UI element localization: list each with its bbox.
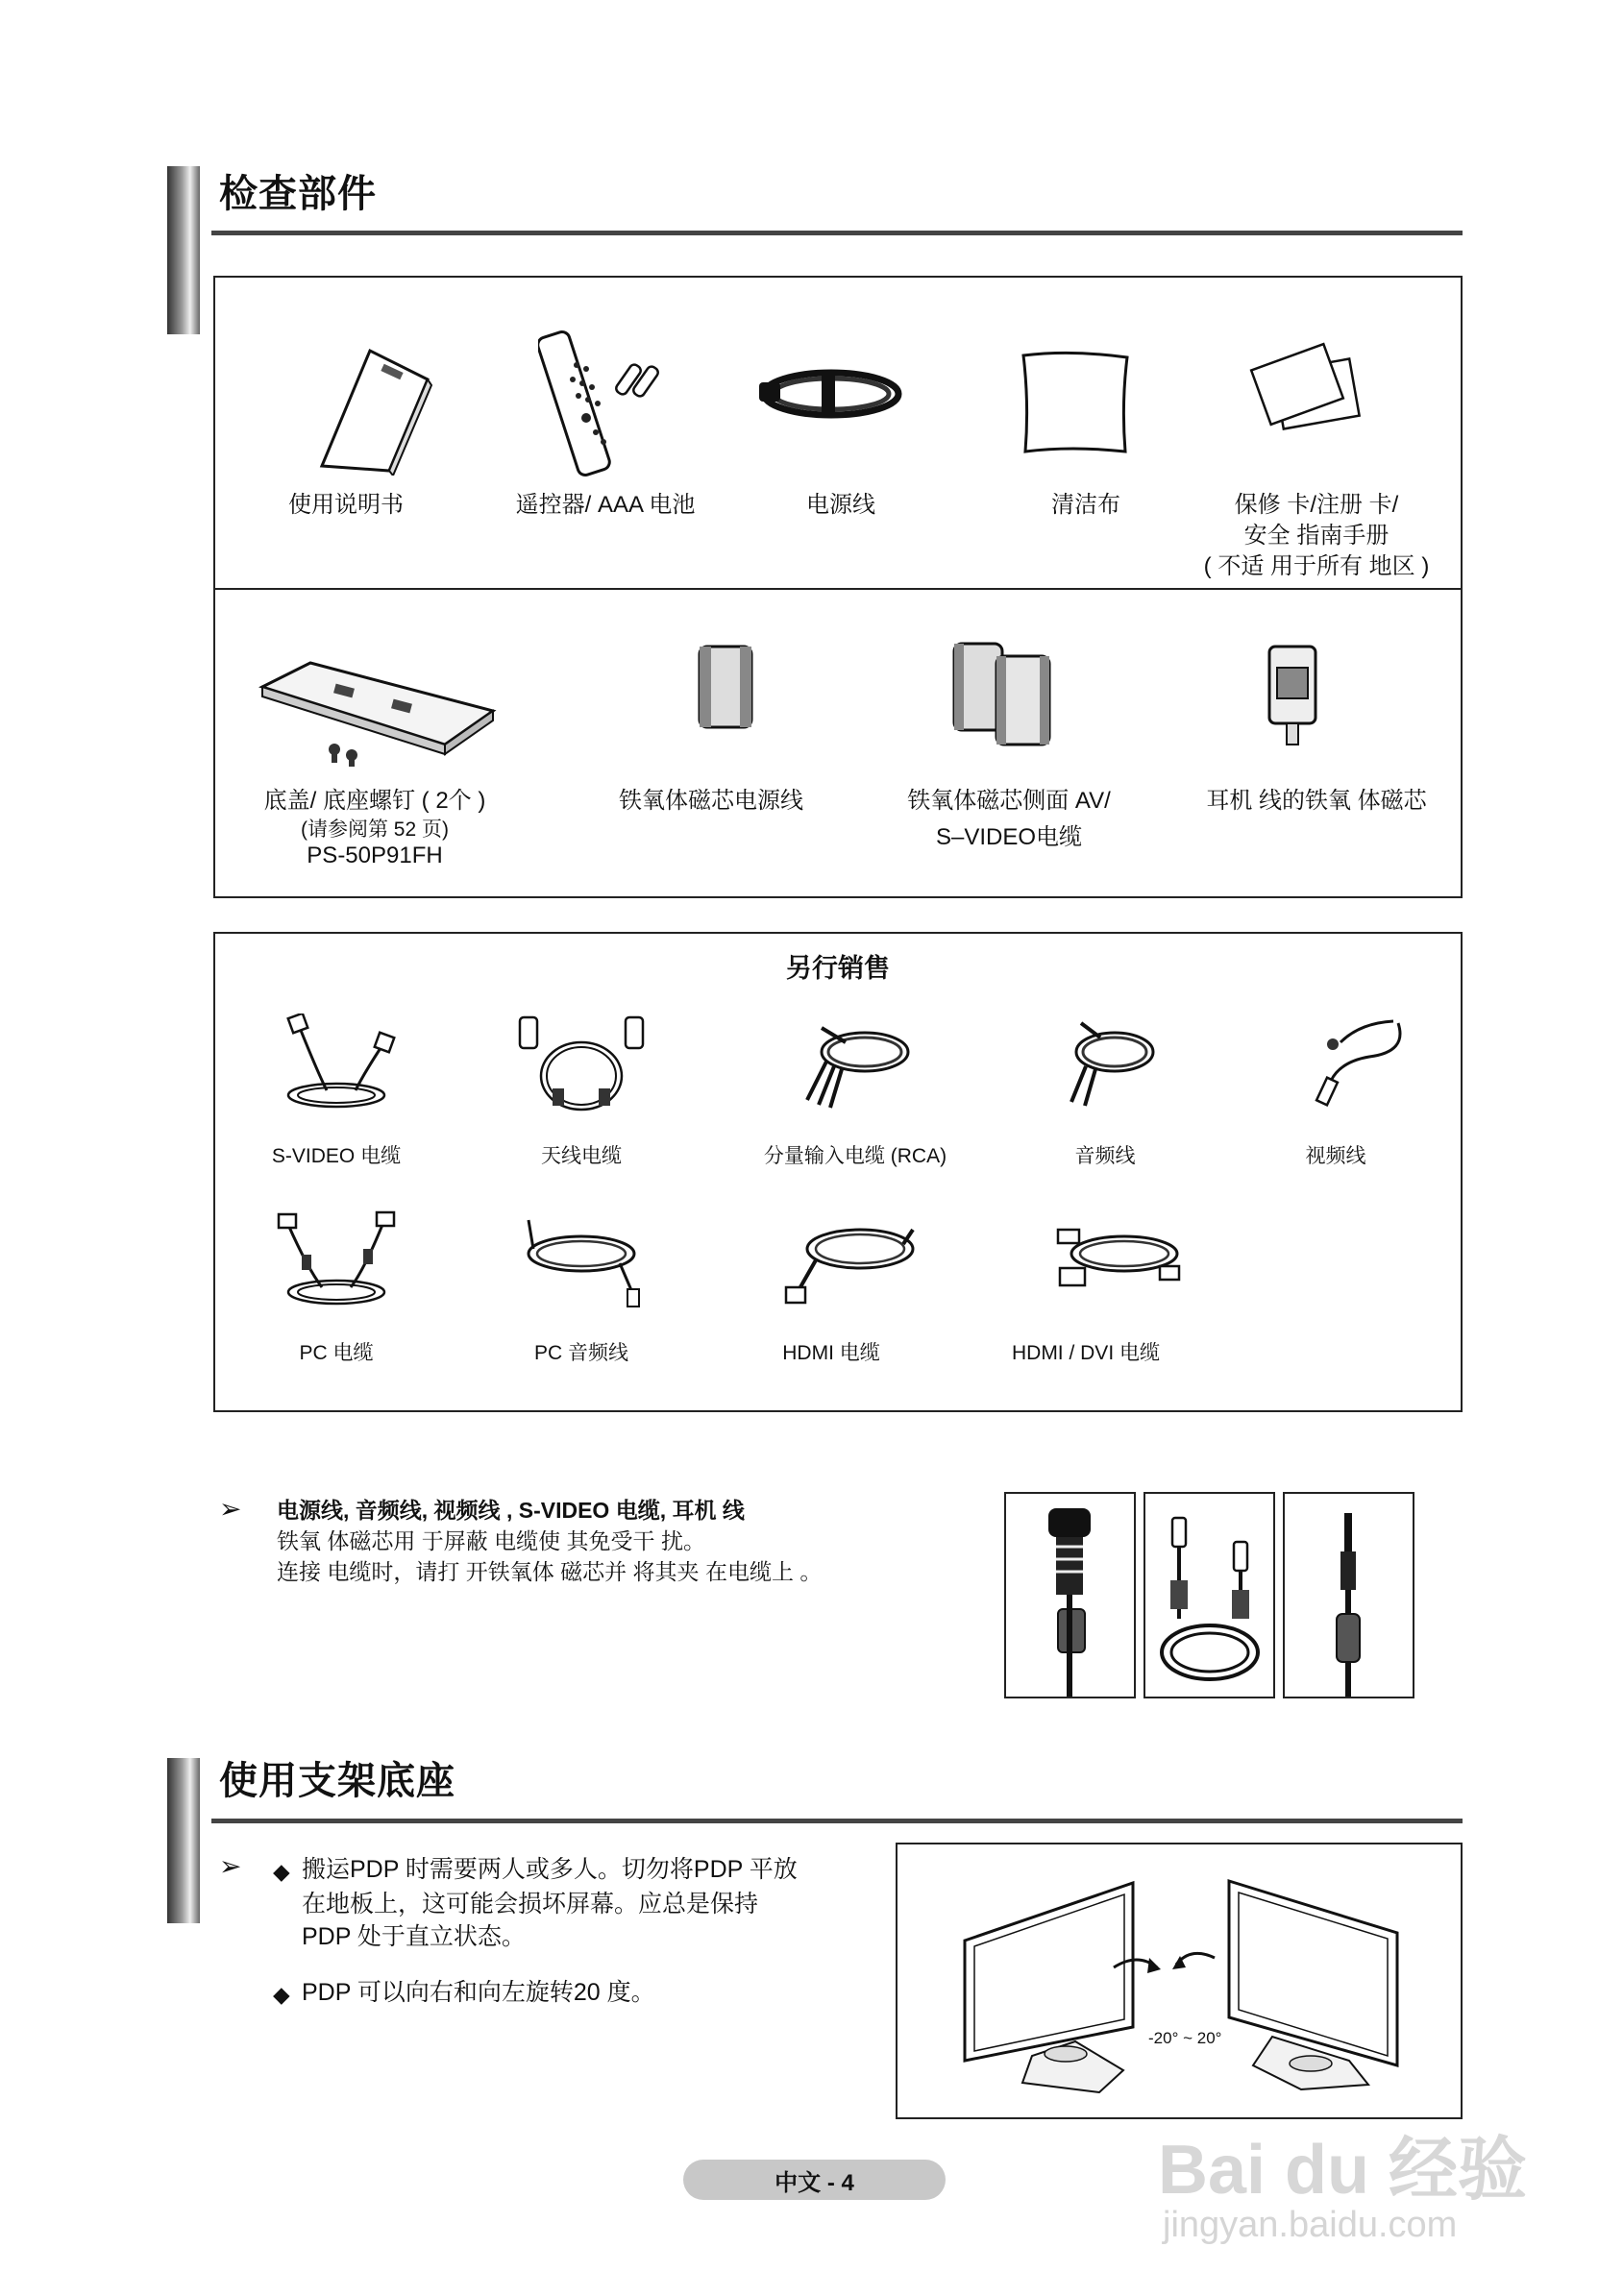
hdmi-dvi-cable-icon — [1052, 1210, 1187, 1311]
section-rule — [211, 231, 1463, 235]
accessory-label: 音频线 — [1074, 1145, 1136, 1167]
accessory-label: PC 电缆 — [299, 1342, 374, 1364]
ferrite-note-line3: 连接 电缆时，请打 开铁氧体 磁芯并 将其夹 在电缆上 。 — [277, 1559, 823, 1584]
page-number-badge: 中文 - 4 — [683, 2160, 946, 2200]
component-label: 耳机 线的铁氧 体磁芯 — [1206, 788, 1427, 814]
bullet-icon: ◆ — [273, 1982, 290, 2007]
component-label: (请参阅第 52 页) — [300, 818, 449, 841]
hdmi-cable-icon — [778, 1210, 922, 1311]
accessory-label: HDMI / DVI 电缆 — [1011, 1342, 1160, 1364]
stand-note-item1-line3: PDP 处于直立状态。 — [302, 1923, 526, 1950]
ferrite-note-line1: 电源线, 音频线, 视频线 , S-VIDEO 电缆, 耳机 线 — [277, 1498, 745, 1523]
video-cable-icon — [1302, 1014, 1408, 1114]
section-marker-bar — [167, 166, 200, 334]
component-cable-icon — [788, 1014, 922, 1114]
manual-icon — [293, 341, 447, 476]
watermark-url: jingyan.baidu.com — [1163, 2205, 1458, 2245]
section-rule — [211, 1819, 1463, 1823]
component-label: 清洁布 — [1051, 492, 1120, 518]
component-label: 底盖/ 底座螺钉 ( 2个 ) — [263, 788, 486, 814]
component-label: 电源线 — [806, 492, 875, 518]
component-label: 铁氧体磁芯电源线 — [619, 788, 803, 814]
section-title-stand: 使用支架底座 — [219, 1760, 455, 1802]
headphone-ferrite-core-icon — [1264, 639, 1321, 749]
rotation-illustration — [898, 1844, 1461, 2117]
accessory-label: 视频线 — [1305, 1145, 1366, 1167]
component-label: 遥控器/ AAA 电池 — [515, 492, 696, 518]
power-cord-icon — [754, 355, 908, 432]
pc-audio-cable-icon — [514, 1210, 649, 1311]
accessory-label: 分量输入电缆 (RCA) — [763, 1145, 947, 1167]
accessory-label: HDMI 电缆 — [782, 1342, 880, 1364]
sold-separately-title: 另行销售 — [786, 954, 890, 983]
antenna-cable-icon — [514, 1014, 649, 1114]
stand-cover-icon — [258, 653, 498, 769]
component-label: 安全 指南手册 — [1243, 523, 1389, 549]
stand-note-item1-line1: 搬运PDP 时需要两人或多人。切勿将PDP 平放 — [302, 1856, 798, 1883]
stand-note-item2: PDP 可以向右和向左旋转20 度。 — [302, 1979, 655, 2006]
accessory-label: 天线电缆 — [541, 1145, 622, 1167]
section-marker-bar — [167, 1758, 200, 1923]
ferrite-photo-headphone — [1283, 1492, 1414, 1698]
ferrite-note-line2: 铁氧 体磁芯用 于屏蔽 电缆使 其免受干 扰。 — [277, 1528, 705, 1553]
ferrite-photo-av — [1143, 1492, 1275, 1698]
component-label: ( 不适 用于所有 地区 ) — [1203, 553, 1430, 579]
ferrite-photo-power — [1004, 1492, 1136, 1698]
double-ferrite-core-icon — [947, 639, 1062, 749]
watermark-logo: Bai du 经验 — [1158, 2132, 1528, 2209]
component-label: 保修 卡/注册 卡/ — [1234, 492, 1399, 518]
component-label: S–VIDEO电缆 — [935, 824, 1083, 850]
remote-control-icon — [538, 327, 673, 480]
section-title-check-parts: 检查部件 — [219, 173, 377, 215]
note-arrow: ➢ — [219, 1851, 242, 1881]
accessory-label: S-VIDEO 电缆 — [271, 1145, 402, 1167]
warranty-cards-icon — [1235, 341, 1369, 447]
cleaning-cloth-icon — [1014, 346, 1139, 461]
stand-note-item1-line2: 在地板上，这可能会损坏屏幕。应总是保持 — [302, 1891, 759, 1917]
rotation-angle-label: -20° ~ 20° — [1148, 2029, 1222, 2047]
component-label: 铁氧体磁芯侧面 AV/ — [907, 788, 1111, 814]
component-label: 使用说明书 — [288, 492, 404, 518]
accessory-label: PC 音频线 — [533, 1342, 628, 1364]
audio-cable-icon — [1052, 1014, 1168, 1114]
s-video-cable-icon — [269, 1014, 404, 1114]
pc-cable-icon — [269, 1210, 404, 1311]
components-divider — [213, 588, 1463, 590]
bullet-icon: ◆ — [273, 1859, 290, 1884]
note-arrow: ➢ — [219, 1494, 242, 1524]
component-label: PS-50P91FH — [307, 843, 443, 868]
ferrite-core-icon — [692, 639, 759, 735]
